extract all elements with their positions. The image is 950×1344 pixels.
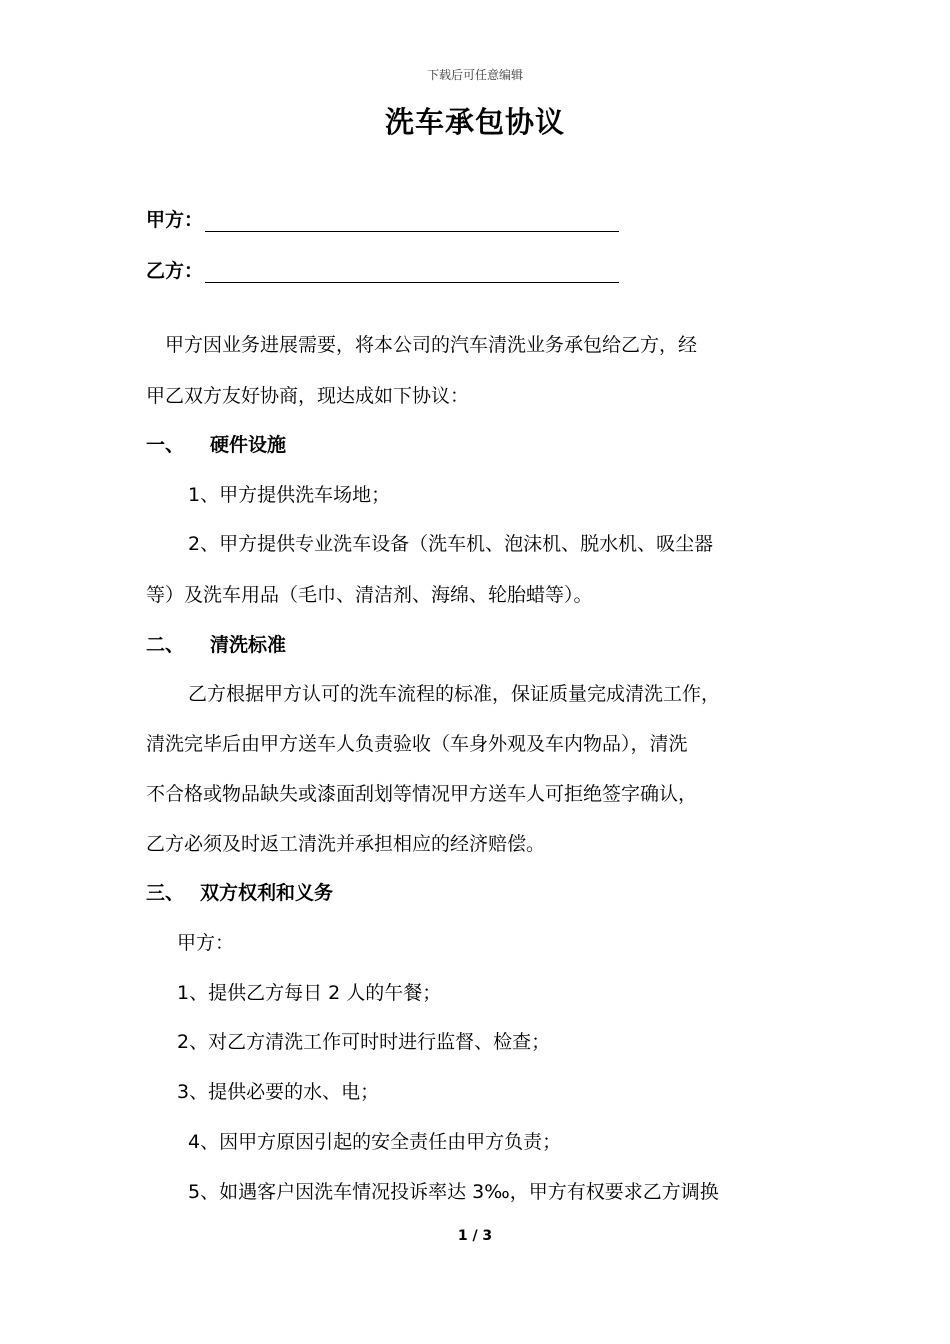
party-b-blank [205,260,619,283]
section3-item-1: 1、提供乙方每日 2 人的午餐； [177,982,442,1004]
party-a-label: 甲方： [146,209,204,231]
section-number: 一、 [146,434,185,456]
section3-item-4: 4、因甲方原因引起的安全责任由甲方负责； [188,1131,562,1153]
section1-item-1: 1、甲方提供洗车场地； [188,484,391,506]
section1-item-2-cont: 等）及洗车用品（毛巾、清洁剂、海绵、轮胎蜡等）。 [146,584,593,606]
section2-line-3: 不合格或物品缺失或漆面刮划等情况甲方送车人可拒绝签字确认， [146,783,698,805]
party-b-label: 乙方： [146,260,204,282]
section-heading-2 [146,633,286,657]
section-number: 二、 [146,634,185,656]
section2-line-2: 清洗完毕后由甲方送车人负责验收（车身外观及车内物品），清洗 [146,733,688,755]
party-b-line [146,259,619,283]
section-heading-3 [146,881,333,905]
party-a-blank [205,209,619,232]
intro-line-1: 甲方因业务进展需要，将本公司的汽车清洗业务承包给乙方，经 [165,334,698,356]
section3-item-5: 5、如遇客户因洗车情况投诉率达 3‰，甲方有权要求乙方调换 [188,1181,719,1203]
section3-item-2: 2、对乙方清洗工作可时时进行监督、检查； [177,1031,551,1053]
page-number: 1 / 3 [457,1228,493,1244]
section-title: 硬件设施 [210,434,287,456]
section3-item-3: 3、提供必要的水、电； [177,1081,380,1103]
section-title: 双方权利和义务 [200,882,334,904]
party-a-line [146,208,619,232]
section1-item-2: 2、甲方提供专业洗车设备（洗车机、泡沫机、脱水机、吸尘器 [188,533,714,555]
section-number: 三、 [146,882,185,904]
intro-line-2: 甲乙双方友好协商，现达成如下协议： [146,385,470,407]
section-heading-1 [146,433,286,457]
section2-line-1: 乙方根据甲方认可的洗车流程的标准，保证质量完成清洗工作， [188,683,721,705]
section3-party-a-label: 甲方： [177,932,235,954]
section2-line-4: 乙方必须及时返工清洗并承担相应的经济赔偿。 [146,833,546,855]
document-title: 洗车承包协议 [384,105,565,139]
section-title: 清洗标准 [210,634,287,656]
header-note: 下载后可任意编辑 [426,68,523,82]
